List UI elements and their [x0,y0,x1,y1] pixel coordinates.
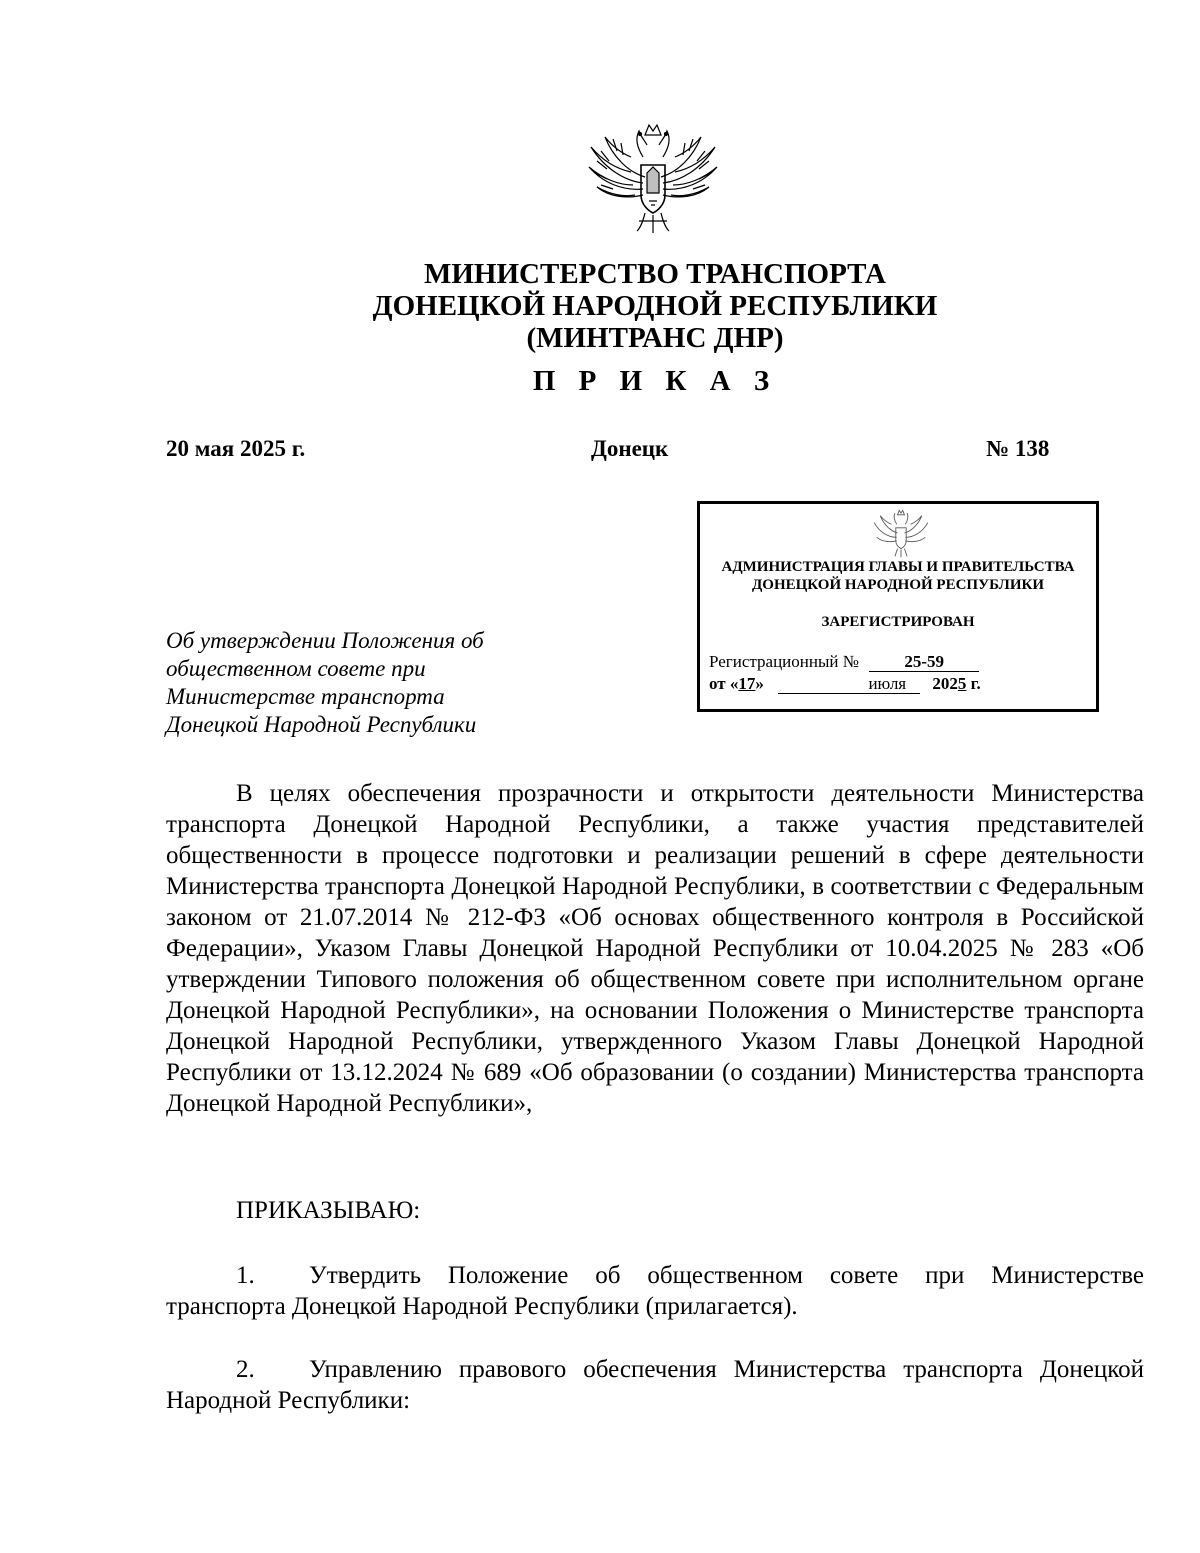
stamp-registration-date-row [709,674,981,694]
date-prefix: от « [709,674,739,693]
registration-year-digit: 5 [957,674,967,693]
registration-day: 17 [738,674,756,693]
order-item-number: 1. [236,1262,255,1289]
order-subject [166,627,526,739]
subject-line-4: Донецкой Народной Республики [166,712,477,737]
order-item-number: 2. [236,1356,255,1383]
stamp-registered-label: ЗАРЕГИСТРИРОВАН [821,614,975,630]
ministry-line-3: (МИНТРАНС ДНР) [526,322,784,354]
ministry-line-2: ДОНЕЦКОЙ НАРОДНОЙ РЕСПУБЛИКИ [372,290,938,322]
stamp-organization-line-1: АДМИНИСТРАЦИЯ ГЛАВЫ И ПРАВИТЕЛЬСТВА [721,559,1075,575]
stamp-organization-line-2: ДОНЕЦКОЙ НАРОДНОЙ РЕСПУБЛИКИ [751,577,1045,593]
registration-year-suffix: г. [966,674,981,693]
date-mid: » [755,674,764,693]
order-number: № 138 [986,436,1050,461]
coat-of-arms-icon [583,117,723,237]
document-type-title: П Р И К А З [532,365,778,397]
ministry-line-1: МИНИСТЕРСТВО ТРАНСПОРТА [424,258,886,290]
preamble-paragraph: В целях обеспечения прозрачности и открытости деятельности Министерства транспорта Донецкой Народной Республики, а также участия представителей общественности в процессе подготовки и реализации решений в сфере деятельности Министерства транспорта Донецкой Народной Республики, в соответствии с Федеральным законом от 21.07.2014 № 212-ФЗ «Об основах общественного контроля в Российской Федерации», Указом Главы Донецкой Народной Республики от 10.04.2025 № 283 «Об утверждении Типового положения об общественном совете при исполнительном органе Донецкой Народной Республики», на основании Положения о Министерстве транспорта Донецкой Народной Республики, утвержденного Указом Главы Донецкой Народной Республики от 13.12.2024 № 689 «Об образовании (о создании) Министерства транспорта Донецкой Народной Республики», [166,780,1144,1117]
ministry-header [300,258,1010,354]
subject-line-2: общественном совете при [166,656,426,681]
registration-year-prefix: 202 [932,674,958,693]
order-item-text: Управлению правового обеспечения Министерства транспорта Донецкой Народной Республики: [166,1356,1144,1414]
order-item [166,1354,1144,1416]
coat-of-arms-small-icon [869,507,933,559]
subject-line-3: Министерстве транспорта [166,684,445,709]
registration-number-value: 25-59 [869,652,979,672]
registration-month: июля [778,674,920,694]
registration-stamp [697,501,1099,712]
order-date: 20 мая 2025 г. [166,436,306,461]
stamp-registration-number-row [709,652,979,672]
order-item-text: Утвердить Положение об общественном совете при Министерстве транспорта Донецкой Народной Республики (прилагается). [166,1262,1144,1320]
subject-line-1: Об утверждении Положения об [166,628,484,653]
order-city: Донецк [591,436,669,461]
registration-number-label: Регистрационный № [709,652,859,671]
order-item [166,1260,1144,1322]
order-directive-word: ПРИКАЗЫВАЮ: [236,1197,421,1224]
